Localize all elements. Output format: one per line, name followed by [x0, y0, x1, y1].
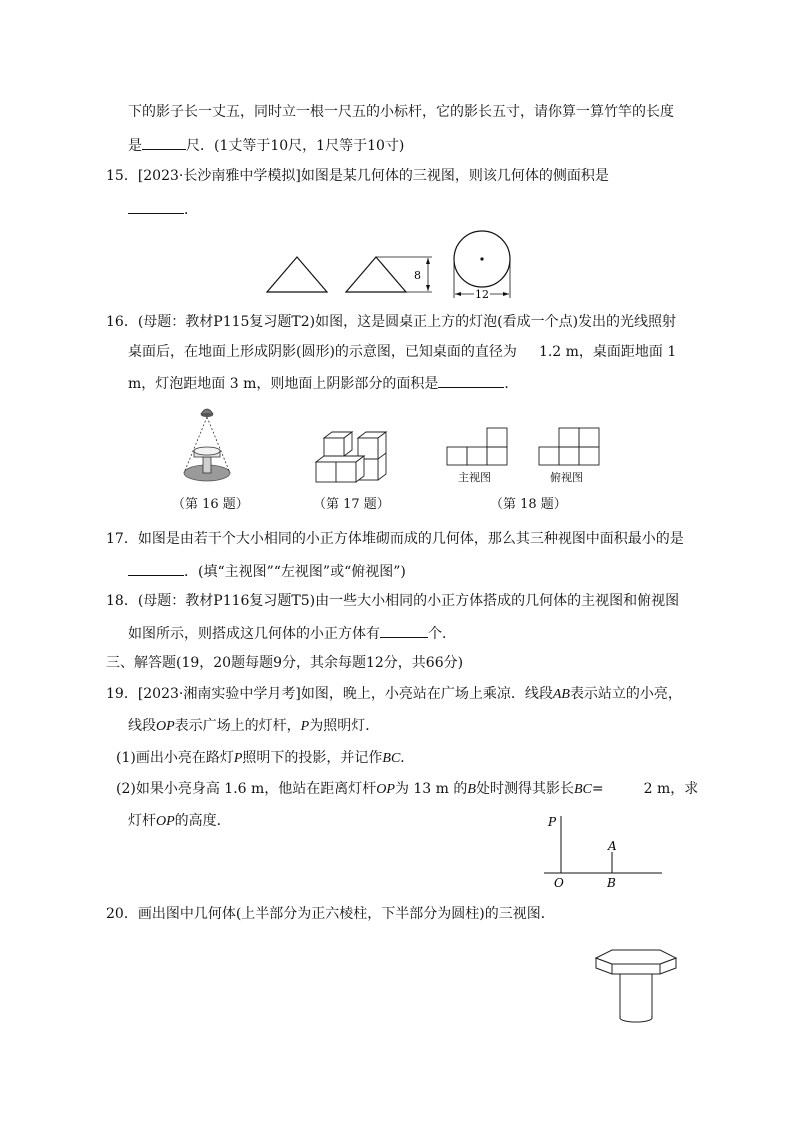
label-B: B	[607, 876, 616, 890]
section-heading: 三、解答题(19，20题每题9分，其余每题12分，共66分)	[106, 655, 464, 671]
q15-front-view-triangle	[267, 257, 327, 292]
q16-line3-post: ．	[504, 376, 519, 392]
segment-OP: OP	[156, 719, 175, 734]
point-B: B	[467, 782, 476, 797]
caption-q16: （第 16 题）	[172, 497, 249, 512]
arrow-head	[426, 285, 430, 291]
q14-line2-pre: 是	[128, 138, 142, 154]
q16-lamp-figure	[180, 405, 240, 495]
segment-AB: AB	[552, 687, 570, 702]
segment-BC: BC	[573, 782, 592, 797]
q19-line2-mid: 表示广场上的灯杆，	[174, 718, 301, 734]
label-P: P	[548, 815, 557, 829]
q15-width-label: 12	[475, 288, 489, 301]
q20-line1: 20．画出图中几何体(上半部分为正六棱柱，下半部分为圆柱)的三视图．	[106, 906, 555, 922]
q19-line1	[106, 685, 682, 704]
q18-top-view-grid	[539, 427, 619, 467]
q18-line2-post: 个．	[428, 626, 456, 642]
point-P: P	[300, 719, 310, 734]
answer-blank	[128, 561, 184, 576]
q17-line2-post: ．(填“主视图”“左视图”或“俯视图”)	[184, 564, 406, 580]
q18-front-view-grid	[447, 427, 527, 467]
q19-sub2-mid: 为 13 m 的	[394, 781, 468, 797]
q14-line2-post: 尺．(1丈等于10尺，1尺等于10寸)	[186, 138, 405, 154]
prism-top	[596, 950, 676, 964]
q16-line2	[128, 343, 676, 361]
caption-q18: （第 18 题）	[490, 497, 567, 512]
arrow-head	[503, 292, 509, 296]
q19-sub2	[116, 780, 698, 799]
q19-sub2-value: 2 m，求	[643, 781, 699, 797]
lamp-base	[201, 413, 213, 417]
q19-sub2-mid2: 处时测得其影长	[475, 781, 574, 797]
segment-OP: OP	[156, 814, 175, 829]
q17-line1: 17．如图是由若干个大小相同的小正方体堆砌而成的几何体，那么其三种视图中面积最小的是	[106, 531, 684, 547]
label-O: O	[554, 876, 564, 890]
q19-sub2-line2-pre: 灯杆	[128, 813, 156, 829]
q17-cube-stack-figure	[312, 430, 387, 490]
q14-line1: 下的影子长一丈五，同时立一根一尺五的小标杆，它的影长五寸，请你算一算竹竿的长度	[128, 104, 674, 120]
top-view-label: 俯视图	[550, 471, 583, 484]
q19-line2-pre: 线段	[128, 718, 156, 734]
q16-line2-value: 1.2 m，桌面距地面 1	[538, 344, 677, 360]
q19-sub2-eq: =	[591, 781, 604, 797]
q18-line1: 18．(母题：教材P116复习题T5)由一些大小相同的小正方体搭成的几何体的主视图和俯视图	[106, 593, 680, 609]
caption-q17: （第 17 题）	[313, 497, 390, 512]
q19-sub1-pre: (1)画出小亮在路灯	[116, 750, 234, 766]
q15-line2-post: ．	[184, 202, 198, 218]
q19-sub1	[116, 749, 414, 768]
arrow-head	[426, 258, 430, 264]
q18-line2	[128, 623, 456, 643]
q16-line1: 16．(母题：教材P115复习题T2)如图，这是圆桌正上方的灯泡(看成一个点)发出的光线照射	[106, 314, 677, 330]
q19-sub2-line2-post: 的高度．	[174, 813, 231, 829]
q16-line3	[128, 373, 518, 393]
q19-sub1-mid: 照明下的投影，并记作	[242, 750, 383, 766]
table-leg	[203, 457, 211, 473]
q19-line2-post: 为照明灯．	[309, 718, 380, 734]
q20-solid-figure	[592, 938, 682, 1028]
q15-height-label: 8	[414, 269, 421, 282]
q15-side-view-triangle	[346, 257, 406, 292]
answer-blank	[128, 199, 184, 214]
q16-line3-pre: m，灯泡距地面 3 m，则地面上阴影部分的面积是	[128, 376, 439, 392]
answer-blank	[380, 623, 428, 638]
q17-line2	[128, 561, 406, 581]
q19-sub2-line2	[128, 812, 231, 831]
q14-line2	[128, 135, 404, 155]
q18-line2-pre: 如图所示，则搭成这几何体的小正方体有	[128, 626, 380, 642]
q15-line1: 15．[2023·长沙南雅中学模拟]如图是某几何体的三视图，则该几何体的侧面积是	[106, 168, 609, 184]
point-P: P	[233, 751, 243, 766]
q19-line2	[128, 717, 379, 736]
segment-BC: BC	[382, 751, 401, 766]
q15-three-views-figure	[260, 222, 530, 302]
arrow-head	[455, 292, 461, 296]
q19-sub1-post: ．	[400, 750, 415, 766]
q19-lamp-post-figure	[540, 810, 670, 892]
q19-line1-pre: 19．[2023·湘南实验中学月考]如图，晚上，小亮站在广场上乘凉．线段	[106, 686, 553, 702]
q19-line1-post: 表示站立的小亮，	[569, 686, 682, 702]
q19-sub2-pre: (2)如果小亮身高 1.6 m，他站在距离灯杆	[116, 781, 377, 797]
label-A: A	[608, 839, 617, 853]
table-top	[194, 447, 220, 455]
front-view-label: 主视图	[458, 471, 491, 484]
q16-line2-text: 桌面后，在地面上形成阴影(圆形)的示意图，已知桌面的直径为	[128, 344, 517, 360]
q15-center-dot	[480, 257, 483, 260]
answer-blank	[142, 135, 186, 150]
q15-line2	[128, 199, 198, 219]
segment-OP: OP	[376, 782, 395, 797]
answer-blank	[438, 373, 504, 388]
